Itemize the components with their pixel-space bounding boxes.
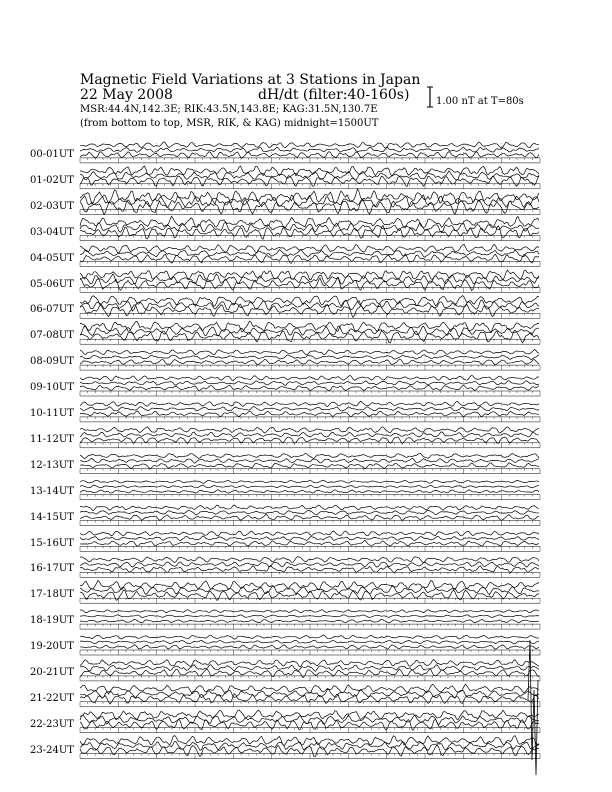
trace-KAG (80, 480, 539, 483)
trace-KAG (80, 375, 539, 380)
hour-label: 15-16UT (30, 537, 74, 549)
row-17-18UT (80, 580, 540, 603)
row-10-11UT (80, 401, 540, 422)
trace-KAG (80, 244, 539, 253)
row-11-12UT (80, 427, 540, 448)
row-19-20UT (80, 635, 540, 655)
trace-KAG (80, 684, 539, 694)
hour-label: 20-21UT (30, 667, 74, 678)
trace-RIK (80, 381, 539, 386)
trace-RIK (80, 300, 539, 311)
hour-label: 04-05UT (30, 252, 74, 264)
scale-label: 1.00 nT at T=80s (436, 96, 524, 107)
trace-MSR (80, 645, 539, 650)
trace-MSR (80, 359, 539, 364)
trace-KAG (80, 401, 539, 406)
hour-label: 01-02UT (30, 174, 74, 186)
row-15-16UT (80, 531, 540, 551)
hour-label: 09-10UT (30, 382, 74, 394)
trace-KAG (80, 557, 539, 563)
trace-MSR (80, 490, 539, 493)
trace-KAG (80, 610, 539, 613)
trace-KAG (80, 531, 539, 536)
trace-KAG (80, 580, 539, 589)
row-03-04UT (80, 216, 540, 240)
date-label: 22 May 2008 (80, 87, 173, 103)
row-07-08UT (80, 321, 540, 344)
hour-label: 16-17UT (30, 563, 74, 575)
hour-label: 02-03UT (30, 200, 74, 212)
trace-KAG (80, 505, 539, 511)
row-18-19UT (80, 609, 540, 629)
hour-label: 14-15UT (30, 511, 74, 523)
hour-label: 23-24UT (30, 744, 74, 756)
hour-label: 07-08UT (30, 330, 74, 342)
hour-label: 19-20UT (30, 641, 74, 653)
hour-label: 06-07UT (30, 304, 74, 316)
hour-label: 22-23UT (30, 718, 74, 730)
trace-RIK (80, 355, 539, 360)
trace-RIK (80, 615, 539, 618)
hour-label: 03-04UT (30, 226, 74, 238)
chart-title: Magnetic Field Variations at 3 Stations in Japan (80, 72, 421, 88)
trace-RIK (80, 640, 539, 644)
trace-MSR (80, 199, 539, 214)
hour-label: 21-22UT (30, 692, 74, 704)
station-order-note: (from bottom to top, MSR, RIK, & KAG) midnight=1500UT (80, 118, 379, 129)
trace-MSR (80, 463, 539, 469)
trace-MSR (80, 514, 539, 520)
trace-RIK (80, 562, 539, 567)
row-20-21UT (80, 660, 540, 681)
hour-label: 17-18UT (30, 589, 74, 601)
trace-KAG (80, 321, 539, 332)
row-09-10UT (80, 375, 540, 396)
trace-KAG (80, 735, 539, 745)
station-coordinates: MSR:44.4N,142.3E; RIK:43.5N,143.8E; KAG:31.5N,130.7E (80, 104, 378, 115)
trace-RIK (80, 536, 539, 541)
row-08-09UT (80, 349, 540, 370)
trace-RIK (80, 510, 539, 515)
trace-RIK (80, 458, 539, 463)
trace-KAG (80, 453, 539, 458)
hour-label: 12-13UT (30, 459, 74, 471)
trace-KAG (80, 635, 539, 639)
row-12-13UT (80, 453, 540, 473)
row-00-01UT (80, 142, 540, 163)
row-14-15UT (80, 505, 540, 526)
trace-MSR (80, 304, 539, 317)
trace-RIK (80, 715, 539, 725)
row-23-24UT (80, 735, 540, 758)
hour-label: 08-09UT (30, 356, 74, 368)
trace-KAG (80, 710, 539, 720)
trace-MSR (80, 385, 539, 391)
row-16-17UT (80, 557, 540, 578)
trace-MSR (80, 411, 539, 417)
trace-MSR (80, 619, 539, 623)
trace-RIK (80, 147, 539, 152)
row-01-02UT (80, 166, 540, 189)
trace-RIK (80, 406, 539, 410)
trace-MSR (80, 437, 539, 443)
trace-MSR (80, 566, 539, 573)
hour-label: 10-11UT (30, 408, 74, 419)
row-02-03UT (80, 189, 540, 215)
trace-KAG (80, 427, 539, 433)
row-21-22UT (80, 684, 540, 707)
row-22-23UT (80, 710, 540, 733)
hour-label: 18-19UT (30, 615, 74, 627)
trace-MSR (80, 540, 539, 546)
row-13-14UT (80, 480, 540, 500)
trace-KAG (80, 142, 539, 149)
hour-label: 13-14UT (30, 485, 74, 497)
late-spike-trace (528, 640, 538, 775)
trace-KAG (80, 189, 539, 204)
hour-label: 11-12UT (30, 433, 74, 445)
trace-RIK (80, 485, 539, 488)
trace-MSR (80, 152, 539, 158)
trace-KAG (80, 660, 539, 667)
filter-label: dH/dt (filter:40-160s) (258, 87, 410, 103)
trace-KAG (80, 216, 539, 228)
row-04-05UT (80, 244, 540, 266)
hour-label: 00-01UT (30, 149, 74, 160)
row-06-07UT (80, 296, 540, 319)
trace-RIK (80, 432, 539, 437)
trace-RIK (80, 586, 539, 595)
hour-label: 05-06UT (30, 278, 74, 290)
row-05-06UT (80, 270, 540, 292)
trace-KAG (80, 349, 539, 355)
